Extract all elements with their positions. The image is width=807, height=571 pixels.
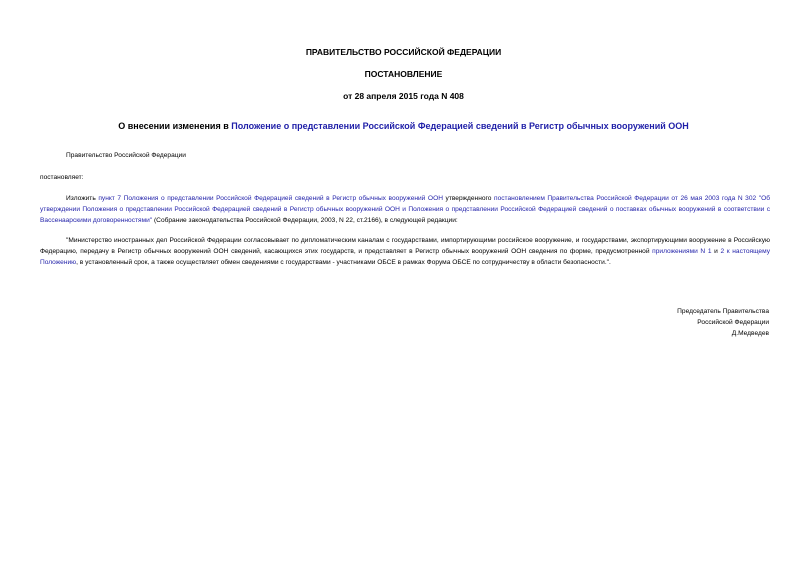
title-link[interactable]: Положение о представлении Российской Федерацией сведений в Регистр обычных вооружений ООН (231, 121, 689, 131)
government-line: Правительство Российской Федерации (66, 152, 186, 159)
signature-line-2: Российской Федерации (697, 319, 769, 326)
para2-text-3: , в установленный срок, а также осуществляет обмен сведениями с государствами - участниками ОБСЕ в рамках Форума ОБСЕ по сотрудничеству в области безопасности.". (76, 259, 611, 266)
signature-line-1: Председатель Правительства (677, 308, 769, 315)
signature-name: Д.Медведев (731, 330, 769, 337)
para2-link-appendix-1[interactable]: приложениями N 1 (652, 248, 712, 255)
para2-text-2: и (711, 248, 721, 255)
para1-text-3: (Собрание законодательства Российской Федерации, 2003, N 22, ст.2166), в следующей редакции: (152, 217, 458, 224)
para1-text-1: Изложить (66, 195, 99, 202)
document-title (0, 121, 807, 131)
para1-link-clause-7[interactable]: пункт 7 Положения о представлении Российской Федерацией сведений в Регистр обычных вооружений ООН (98, 195, 443, 202)
date-number-heading: от 28 апреля 2015 года N 408 (343, 91, 464, 101)
document-type-heading: ПОСТАНОВЛЕНИЕ (364, 69, 443, 79)
para1-link-decree-302[interactable]: постановлением Правительства Российской Федерации от 26 мая 2003 года N 302 "Об утверждении Положения о представлении Российской Федерацией сведений в Регистр обычных вооружений ООН и Положения о представлении Российской Федерацией сведений о поставках обычных вооружений в соответствии с Вассенаарскими договоренностями" (40, 195, 770, 224)
paragraph-2 (40, 235, 770, 268)
para2-text-1: "Министерство иностранных дел Российской Федерации согласовывает по дипломатическим каналам с государствами, импортирующими российское вооружение, и государствами, экспортирующими вооружение в Российскую Федерацию, передачу в Регистр обычных вооружений ООН сведений, касающихся этих государств, и представляет в Регистр обычных вооружений ООН сведения по форме, предусмотренной (40, 237, 770, 255)
para1-text-2: утвержденного (442, 195, 494, 202)
paragraph-1 (40, 193, 770, 226)
government-heading: ПРАВИТЕЛЬСТВО РОССИЙСКОЙ ФЕДЕРАЦИИ (305, 47, 502, 57)
para2-link-appendix-2[interactable]: 2 к настоящему Положению (40, 248, 770, 266)
title-prefix: О внесении изменения в (118, 121, 232, 131)
signature-block (677, 306, 769, 339)
decrees-line: постановляет: (40, 174, 84, 181)
